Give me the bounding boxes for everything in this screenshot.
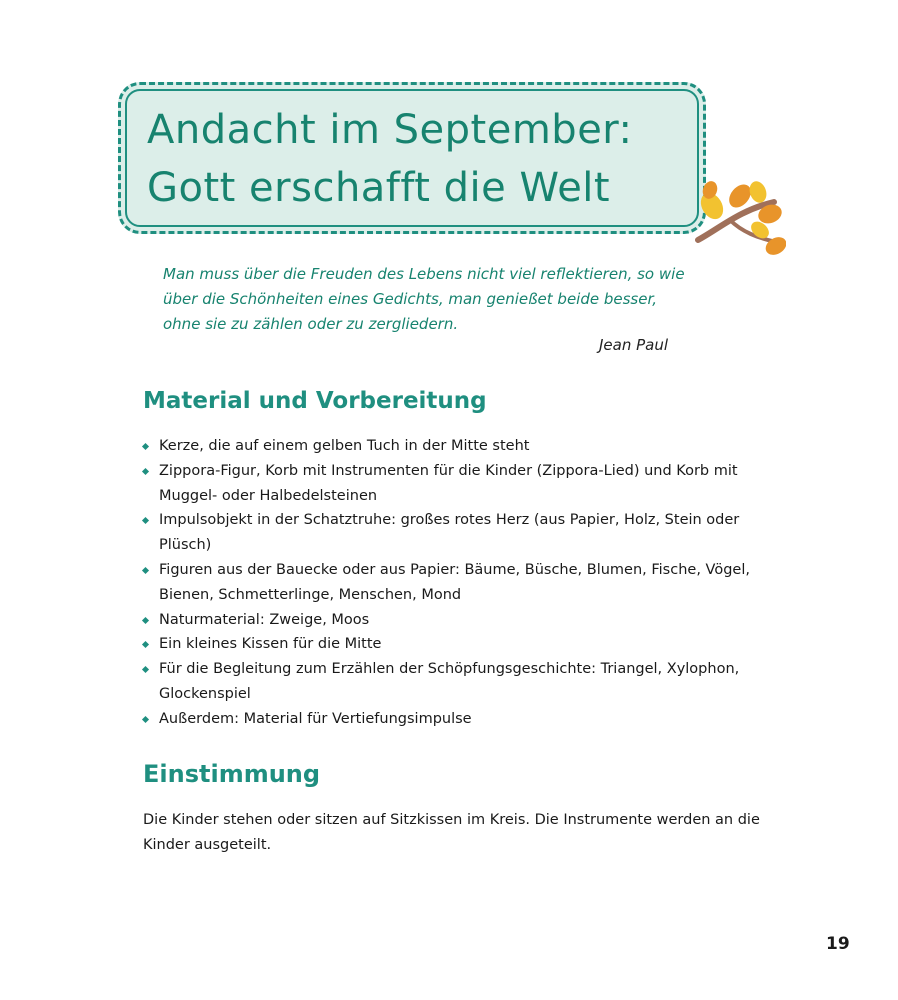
autumn-branch-icon	[690, 180, 786, 260]
page-title-line-2: Gott erschafft die Welt	[147, 165, 611, 211]
section-heading-einstimmung: Einstimmung	[143, 760, 321, 788]
list-item-text: Zippora-Figur, Korb mit Instrumenten für die Kinder (Zippora-Lied) und Korb mit Muggel- oder Halbedelsteinen	[159, 462, 738, 504]
quote-author: Jean Paul	[598, 336, 668, 354]
title-box	[118, 82, 706, 234]
page-number: 19	[826, 934, 850, 954]
list-item-text: Außerdem: Material für Vertiefungsimpulse	[159, 710, 472, 727]
diamond-bullet-icon	[142, 517, 149, 524]
list-item	[143, 608, 783, 633]
list-item	[143, 508, 783, 558]
epigraph-quote: Man muss über die Freuden des Lebens nicht viel reflektieren, so wie über die Schönheiten eines Gedichts, man genießet beide besser, ohne sie zu zählen oder zu zergliedern.	[163, 265, 685, 333]
list-item-text: Naturmaterial: Zweige, Moos	[159, 611, 370, 628]
einstimmung-paragraph: Die Kinder stehen oder sitzen auf Sitzkissen im Kreis. Die Instrumente werden an die Kinder ausgeteilt.	[143, 812, 760, 853]
diamond-bullet-icon	[142, 468, 149, 475]
list-item-text: Impulsobjekt in der Schatztruhe: großes rotes Herz (aus Papier, Holz, Stein oder Plüsch)	[159, 512, 740, 554]
list-item	[143, 657, 783, 707]
diamond-bullet-icon	[142, 716, 149, 723]
list-item	[143, 707, 783, 732]
list-item-text: Ein kleines Kissen für die Mitte	[159, 636, 382, 653]
list-item	[143, 558, 783, 608]
diamond-bullet-icon	[142, 567, 149, 574]
list-item	[143, 434, 783, 459]
list-item-text: Für die Begleitung zum Erzählen der Schöpfungsgeschichte: Triangel, Xylophon, Glockenspiel	[159, 661, 740, 702]
diamond-bullet-icon	[142, 443, 149, 450]
diamond-bullet-icon	[142, 641, 149, 648]
list-item-text: Kerze, die auf einem gelben Tuch in der Mitte steht	[159, 438, 530, 454]
section-heading-material: Material und Vorbereitung	[143, 388, 487, 414]
material-list	[143, 434, 783, 732]
diamond-bullet-icon	[142, 617, 149, 624]
list-item	[143, 459, 783, 509]
list-item	[143, 632, 783, 657]
list-item-text: Figuren aus der Bauecke oder aus Papier: Bäume, Büsche, Blumen, Fische, Vögel, Bienen, Schmetterlinge, Menschen, Mond	[159, 561, 750, 603]
page-title-line-1: Andacht im September:	[147, 107, 633, 153]
diamond-bullet-icon	[142, 666, 149, 673]
